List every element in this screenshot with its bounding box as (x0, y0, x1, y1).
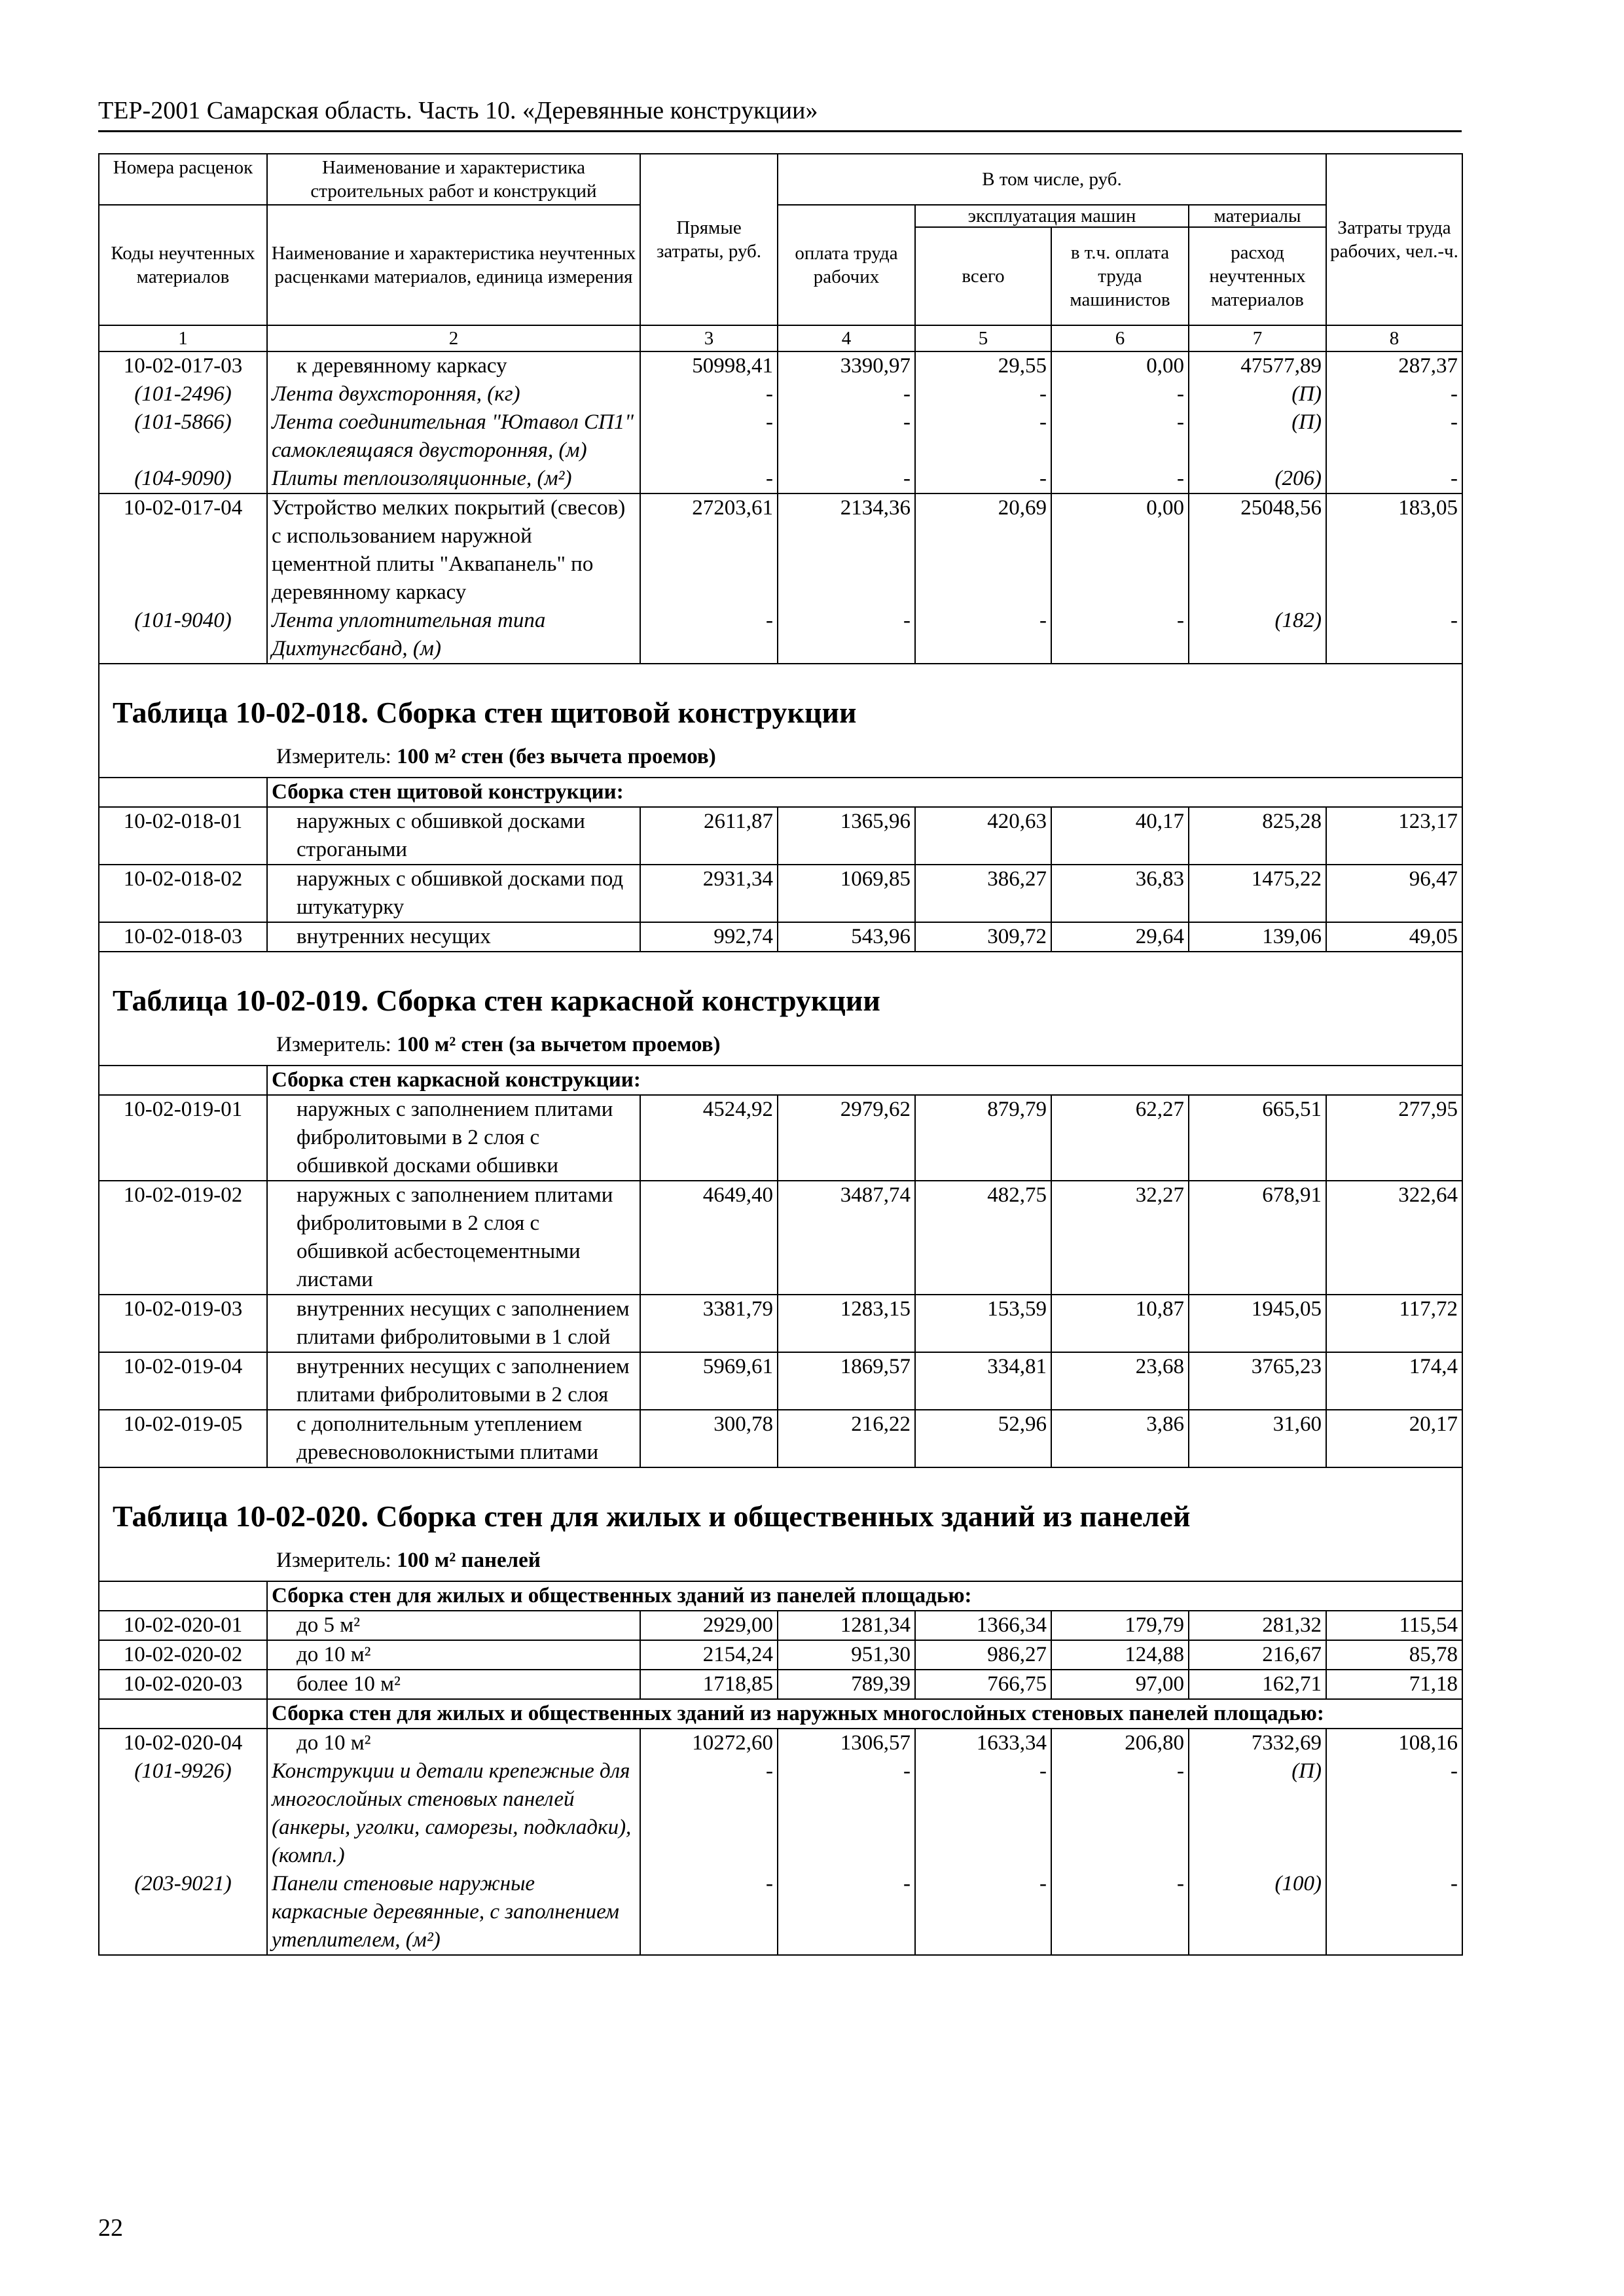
cell-machinists: 32,27 (1051, 1181, 1189, 1295)
cell-labor: 96,47 (1326, 865, 1462, 922)
cell-labor: - (1326, 465, 1462, 493)
col-machines-total-header: всего (915, 227, 1051, 325)
cell-machines: 20,69 (915, 493, 1051, 607)
col-number: 7 (1189, 325, 1326, 351)
row-code: (203-9021) (99, 1870, 267, 1955)
cell-machines: - (915, 1757, 1051, 1870)
row-name: с дополнительным утеплением древесноволокнистыми плитами (267, 1410, 640, 1467)
cell-direct: 2929,00 (640, 1611, 778, 1640)
cell-machinists: 36,83 (1051, 865, 1189, 922)
cell-machines: - (915, 607, 1051, 664)
cell-direct: - (640, 607, 778, 664)
cell-materials: (100) (1189, 1870, 1326, 1955)
cell-wages: 2979,62 (778, 1095, 915, 1181)
col-number: 8 (1326, 325, 1462, 351)
cell-machines: - (915, 465, 1051, 493)
cell-machinists: 0,00 (1051, 493, 1189, 607)
cell-machines: - (915, 380, 1051, 408)
cell-materials: 665,51 (1189, 1095, 1326, 1181)
col-wages-header: оплата труда рабочих (778, 205, 915, 325)
cell-wages: - (778, 607, 915, 664)
cell-direct: - (640, 380, 778, 408)
cell-machines: 52,96 (915, 1410, 1051, 1467)
cell-labor: 117,72 (1326, 1295, 1462, 1352)
cell-labor: 20,17 (1326, 1410, 1462, 1467)
cell-wages: - (778, 408, 915, 465)
col-number: 5 (915, 325, 1051, 351)
table-title-row (99, 1467, 1462, 1581)
table-row (99, 380, 1462, 408)
row-code: (101-9926) (99, 1757, 267, 1870)
cell-machines: 386,27 (915, 865, 1051, 922)
cell-materials: (182) (1189, 607, 1326, 664)
row-name: до 10 м² (267, 1640, 640, 1670)
cell-machines: 766,75 (915, 1670, 1051, 1699)
cell-direct: 27203,61 (640, 493, 778, 607)
col-including-header: В том числе, руб. (778, 154, 1326, 205)
cell-machinists: - (1051, 380, 1189, 408)
cell-wages: 3390,97 (778, 351, 915, 380)
meter-value: 100 м² панелей (397, 1549, 541, 1572)
row-code: 10-02-020-01 (99, 1611, 267, 1640)
cell-wages: - (778, 1757, 915, 1870)
cell-wages: 1069,85 (778, 865, 915, 922)
table-row (99, 465, 1462, 493)
table-019-subheader: Сборка стен каркасной конструкции: (267, 1066, 1462, 1095)
cell-labor: - (1326, 1870, 1462, 1955)
cell-labor: 85,78 (1326, 1640, 1462, 1670)
cell-machines: 1366,34 (915, 1611, 1051, 1640)
row-code: (101-2496) (99, 380, 267, 408)
cell-materials: 47577,89 (1189, 351, 1326, 380)
subheader-row (99, 1699, 1462, 1729)
col-materials-unaccounted-header: расход неучтенных материалов (1189, 227, 1326, 325)
table-row (99, 493, 1462, 607)
row-code: 10-02-020-02 (99, 1640, 267, 1670)
cell-machines: 1633,34 (915, 1729, 1051, 1757)
col-materials-name-header: Наименование и характеристика неучтенных расценками материалов, единица измерения (267, 205, 640, 325)
row-code: 10-02-020-04 (99, 1729, 267, 1757)
cell-direct: 3381,79 (640, 1295, 778, 1352)
cell-materials: (206) (1189, 465, 1326, 493)
cell-materials: 825,28 (1189, 807, 1326, 865)
cell-wages: 1869,57 (778, 1352, 915, 1410)
table-018-title: Таблица 10-02-018. Сборка стен щитовой конструкции (113, 696, 857, 729)
cell-machinists: - (1051, 408, 1189, 465)
col-materials-header: материалы (1189, 205, 1326, 227)
row-name: более 10 м² (267, 1670, 640, 1699)
cell-direct: 10272,60 (640, 1729, 778, 1757)
cell-direct: 2154,24 (640, 1640, 778, 1670)
meter-label: Измеритель: (276, 745, 391, 768)
cell-wages: 2134,36 (778, 493, 915, 607)
cell-labor: 108,16 (1326, 1729, 1462, 1757)
table-row (99, 607, 1462, 664)
cell-machinists: 23,68 (1051, 1352, 1189, 1410)
cell-labor: - (1326, 380, 1462, 408)
cell-direct: 992,74 (640, 922, 778, 952)
cell-labor: - (1326, 408, 1462, 465)
subheader-row (99, 778, 1462, 807)
meter-label: Измеритель: (276, 1033, 391, 1056)
cell-direct: 2931,34 (640, 865, 778, 922)
cell-labor: - (1326, 1757, 1462, 1870)
table-title-row (99, 952, 1462, 1066)
cell-materials: 216,67 (1189, 1640, 1326, 1670)
cell-machinists: 62,27 (1051, 1095, 1189, 1181)
cell-materials: 139,06 (1189, 922, 1326, 952)
row-name: наружных с заполнением плитами фибролитовыми в 2 слоя с обшивкой асбестоцементными листами (267, 1181, 640, 1295)
meter-label: Измеритель: (276, 1549, 391, 1572)
cell-wages: - (778, 465, 915, 493)
row-name: внутренних несущих с заполнением плитами фибролитовыми в 2 слоя (267, 1352, 640, 1410)
table-head (99, 154, 1462, 351)
row-code: 10-02-019-02 (99, 1181, 267, 1295)
subheader-row (99, 1581, 1462, 1611)
cell-materials: (П) (1189, 408, 1326, 465)
cell-machinists: 206,80 (1051, 1729, 1189, 1757)
cell-machinists: 40,17 (1051, 807, 1189, 865)
table-row (99, 1670, 1462, 1699)
cell-machines: 879,79 (915, 1095, 1051, 1181)
row-name: Плиты теплоизоляционные, (м²) (267, 465, 640, 493)
cell-materials: 31,60 (1189, 1410, 1326, 1467)
cell-materials: 1475,22 (1189, 865, 1326, 922)
row-code: 10-02-020-03 (99, 1670, 267, 1699)
row-code: 10-02-017-03 (99, 351, 267, 380)
page-number: 22 (98, 2214, 123, 2242)
cell-labor: 115,54 (1326, 1611, 1462, 1640)
cell-wages: 216,22 (778, 1410, 915, 1467)
cell-wages: 1281,34 (778, 1611, 915, 1640)
table-row (99, 1640, 1462, 1670)
table-row (99, 1870, 1462, 1955)
table-row (99, 807, 1462, 865)
cell-direct: 2611,87 (640, 807, 778, 865)
cell-machines: 420,63 (915, 807, 1051, 865)
cell-materials: 1945,05 (1189, 1295, 1326, 1352)
col-codes-header: Коды неучтенных материалов (99, 205, 267, 325)
row-code: (101-5866) (99, 408, 267, 465)
cell-direct: - (640, 1757, 778, 1870)
row-name: Лента уплотнительная типа Дихтунгсбанд, (м) (267, 607, 640, 664)
cell-machines: 334,81 (915, 1352, 1051, 1410)
cell-machines: 986,27 (915, 1640, 1051, 1670)
row-name: Устройство мелких покрытий (свесов) с использованием наружной цементной плиты "Аквапанель" по деревянному каркасу (267, 493, 640, 607)
subheader-row (99, 1066, 1462, 1095)
cell-labor: 174,4 (1326, 1352, 1462, 1410)
cell-materials: 162,71 (1189, 1670, 1326, 1699)
cell-wages: 1306,57 (778, 1729, 915, 1757)
row-code: 10-02-018-01 (99, 807, 267, 865)
pricing-table (98, 153, 1463, 1956)
cell-machines: - (915, 1870, 1051, 1955)
table-title-row (99, 664, 1462, 778)
cell-machinists: 0,00 (1051, 351, 1189, 380)
cell-wages: 543,96 (778, 922, 915, 952)
table-row (99, 865, 1462, 922)
table-020-title: Таблица 10-02-020. Сборка стен для жилых и общественных зданий из панелей (113, 1499, 1191, 1533)
cell-labor: 277,95 (1326, 1095, 1462, 1181)
col-number: 4 (778, 325, 915, 351)
col-machines-wages-header: в т.ч. оплата труда машинистов (1051, 227, 1189, 325)
cell-labor: 123,17 (1326, 807, 1462, 865)
table-row (99, 1611, 1462, 1640)
cell-machinists: - (1051, 465, 1189, 493)
col-name-header: Наименование и характеристика строительных работ и конструкций (267, 154, 640, 205)
cell-direct: 4524,92 (640, 1095, 778, 1181)
table-019-title: Таблица 10-02-019. Сборка стен каркасной конструкции (113, 984, 880, 1017)
table-019-meter (276, 1031, 721, 1059)
cell-labor: 287,37 (1326, 351, 1462, 380)
col-labor-header: Затраты труда рабочих, чел.-ч. (1326, 154, 1462, 325)
row-code: 10-02-017-04 (99, 493, 267, 607)
meter-value: 100 м² стен (за вычетом проемов) (397, 1033, 721, 1056)
cell-machinists: 29,64 (1051, 922, 1189, 952)
cell-direct: 1718,85 (640, 1670, 778, 1699)
table-row (99, 1181, 1462, 1295)
row-name: внутренних несущих (267, 922, 640, 952)
col-direct-header: Прямые затраты, руб. (640, 154, 778, 325)
row-name: наружных с заполнением плитами фибролитовыми в 2 слоя с обшивкой досками обшивки (267, 1095, 640, 1181)
table-018-meter (276, 743, 716, 771)
col-number: 6 (1051, 325, 1189, 351)
row-name: к деревянному каркасу (267, 351, 640, 380)
cell-machines: 309,72 (915, 922, 1051, 952)
cell-wages: 3487,74 (778, 1181, 915, 1295)
row-name: Лента соединительная "Ютавол СП1" самоклеящаяся двусторонняя, (м) (267, 408, 640, 465)
cell-labor: 49,05 (1326, 922, 1462, 952)
table-row (99, 922, 1462, 952)
cell-direct: - (640, 1870, 778, 1955)
table-row (99, 1095, 1462, 1181)
cell-wages: - (778, 380, 915, 408)
row-code: 10-02-019-03 (99, 1295, 267, 1352)
row-name: Лента двухсторонняя, (кг) (267, 380, 640, 408)
table-020-meter (276, 1547, 541, 1575)
cell-wages: 1283,15 (778, 1295, 915, 1352)
col-number: 1 (99, 325, 267, 351)
cell-machines: - (915, 408, 1051, 465)
row-name: Конструкции и детали крепежные для многослойных стеновых панелей (анкеры, уголки, саморезы, подкладки), (компл.) (267, 1757, 640, 1870)
row-name: до 10 м² (267, 1729, 640, 1757)
col-number: 2 (267, 325, 640, 351)
cell-machinists: 97,00 (1051, 1670, 1189, 1699)
col-number: 3 (640, 325, 778, 351)
cell-labor: 71,18 (1326, 1670, 1462, 1699)
cell-direct: - (640, 465, 778, 493)
row-name: внутренних несущих с заполнением плитами фибролитовыми в 1 слой (267, 1295, 640, 1352)
col-machines-header: эксплуатация машин (915, 205, 1189, 227)
cell-labor: 183,05 (1326, 493, 1462, 607)
row-name: до 5 м² (267, 1611, 640, 1640)
cell-machinists: 124,88 (1051, 1640, 1189, 1670)
cell-direct: 4649,40 (640, 1181, 778, 1295)
pricing-document (98, 153, 1462, 1956)
table-row (99, 1295, 1462, 1352)
row-code: 10-02-019-01 (99, 1095, 267, 1181)
header-rule (98, 130, 1462, 132)
cell-wages: - (778, 1870, 915, 1955)
page-header: ТЕР-2001 Самарская область. Часть 10. «Деревянные конструкции» (98, 97, 818, 124)
cell-materials: 7332,69 (1189, 1729, 1326, 1757)
cell-machinists: - (1051, 1757, 1189, 1870)
cell-materials: 25048,56 (1189, 493, 1326, 607)
table-body (99, 351, 1462, 1955)
cell-labor: 322,64 (1326, 1181, 1462, 1295)
row-code: (104-9090) (99, 465, 267, 493)
cell-materials: 3765,23 (1189, 1352, 1326, 1410)
cell-wages: 951,30 (778, 1640, 915, 1670)
table-row (99, 351, 1462, 380)
table-row (99, 408, 1462, 465)
cell-materials: (П) (1189, 380, 1326, 408)
cell-direct: - (640, 408, 778, 465)
cell-direct: 300,78 (640, 1410, 778, 1467)
table-020-subheader: Сборка стен для жилых и общественных зданий из панелей площадью: (267, 1581, 1462, 1611)
cell-machinists: - (1051, 607, 1189, 664)
cell-machinists: 10,87 (1051, 1295, 1189, 1352)
cell-direct: 50998,41 (640, 351, 778, 380)
cell-machines: 29,55 (915, 351, 1051, 380)
cell-machinists: 3,86 (1051, 1410, 1189, 1467)
cell-wages: 1365,96 (778, 807, 915, 865)
table-row (99, 1729, 1462, 1757)
cell-direct: 5969,61 (640, 1352, 778, 1410)
cell-materials: 678,91 (1189, 1181, 1326, 1295)
table-018-subheader: Сборка стен щитовой конструкции: (267, 778, 1462, 807)
row-name: наружных с обшивкой досками под штукатурку (267, 865, 640, 922)
row-name: наружных с обшивкой досками строгаными (267, 807, 640, 865)
table-row (99, 1410, 1462, 1467)
row-name: Панели стеновые наружные каркасные деревянные, с заполнением утеплителем, (м²) (267, 1870, 640, 1955)
row-code: 10-02-019-04 (99, 1352, 267, 1410)
table-row (99, 1352, 1462, 1410)
row-code: 10-02-018-02 (99, 865, 267, 922)
row-code: 10-02-018-03 (99, 922, 267, 952)
cell-wages: 789,39 (778, 1670, 915, 1699)
cell-materials: 281,32 (1189, 1611, 1326, 1640)
cell-materials: (П) (1189, 1757, 1326, 1870)
cell-labor: - (1326, 607, 1462, 664)
meter-value: 100 м² стен (без вычета проемов) (397, 745, 716, 768)
row-code: 10-02-019-05 (99, 1410, 267, 1467)
table-row (99, 1757, 1462, 1870)
cell-machines: 482,75 (915, 1181, 1051, 1295)
cell-machinists: - (1051, 1870, 1189, 1955)
col-number-header: Номера расценок (99, 154, 267, 205)
cell-machines: 153,59 (915, 1295, 1051, 1352)
cell-machinists: 179,79 (1051, 1611, 1189, 1640)
row-code: (101-9040) (99, 607, 267, 664)
table-020-subheader-2: Сборка стен для жилых и общественных зданий из наружных многослойных стеновых панелей площадью: (267, 1699, 1462, 1729)
